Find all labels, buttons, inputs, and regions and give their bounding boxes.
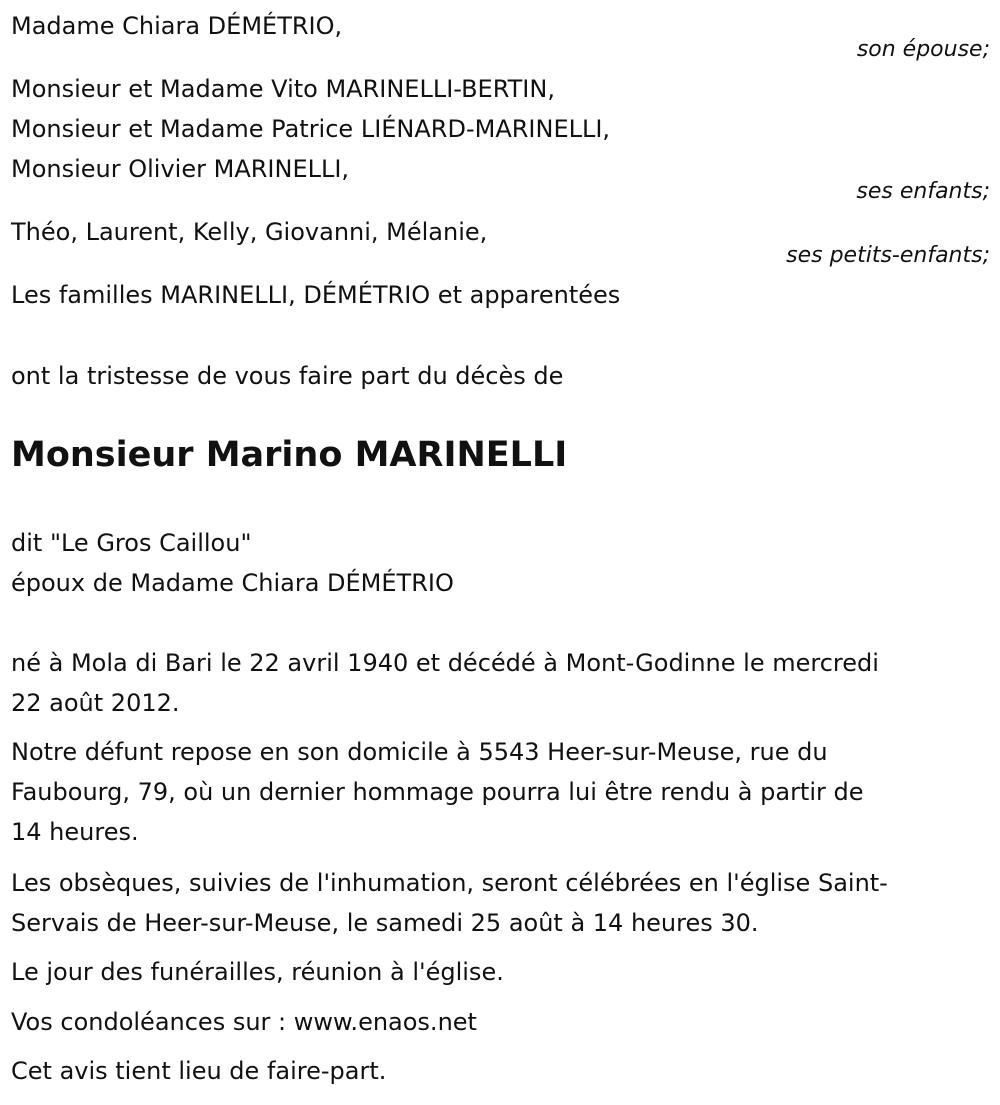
notice-line: Cet avis tient lieu de faire-part. xyxy=(11,1057,387,1085)
families-line: Les familles MARINELLI, DÉMÉTRIO et apparentées xyxy=(11,281,621,309)
condolences-line: Vos condoléances sur : www.enaos.net xyxy=(11,1008,477,1036)
announcement-line: ont la tristesse de vous faire part du décès de xyxy=(11,362,564,390)
nickname-line: dit "Le Gros Caillou" xyxy=(11,529,252,557)
funeral-line-2: Servais de Heer-sur-Meuse, le samedi 25 août à 14 heures 30. xyxy=(11,909,759,937)
repose-line-1: Notre défunt repose en son domicile à 5543 Heer-sur-Meuse, rue du xyxy=(11,738,828,766)
funeral-line-1: Les obsèques, suivies de l'inhumation, seront célébrées en l'église Saint- xyxy=(11,869,888,897)
spouse-line: Madame Chiara DÉMÉTRIO, xyxy=(11,12,343,40)
child-line-2: Monsieur et Madame Patrice LIÉNARD-MARINELLI, xyxy=(11,115,611,143)
birth-death-line-2: 22 août 2012. xyxy=(11,689,180,717)
birth-death-line-1: né à Mola di Bari le 22 avril 1940 et décédé à Mont-Godinne le mercredi xyxy=(11,649,879,677)
grandchildren-line: Théo, Laurent, Kelly, Giovanni, Mélanie, xyxy=(11,218,488,246)
children-role: ses enfants; xyxy=(856,179,990,204)
reunion-line: Le jour des funérailles, réunion à l'église. xyxy=(11,958,504,986)
spouse-of-line: époux de Madame Chiara DÉMÉTRIO xyxy=(11,569,454,597)
child-line-1: Monsieur et Madame Vito MARINELLI-BERTIN, xyxy=(11,75,555,103)
deceased-name: Monsieur Marino MARINELLI xyxy=(11,435,568,475)
repose-line-3: 14 heures. xyxy=(11,818,139,846)
grandchildren-role: ses petits-enfants; xyxy=(786,243,990,268)
repose-line-2: Faubourg, 79, où un dernier hommage pourra lui être rendu à partir de xyxy=(11,778,864,806)
child-line-3: Monsieur Olivier MARINELLI, xyxy=(11,155,350,183)
spouse-role: son épouse; xyxy=(856,37,990,62)
